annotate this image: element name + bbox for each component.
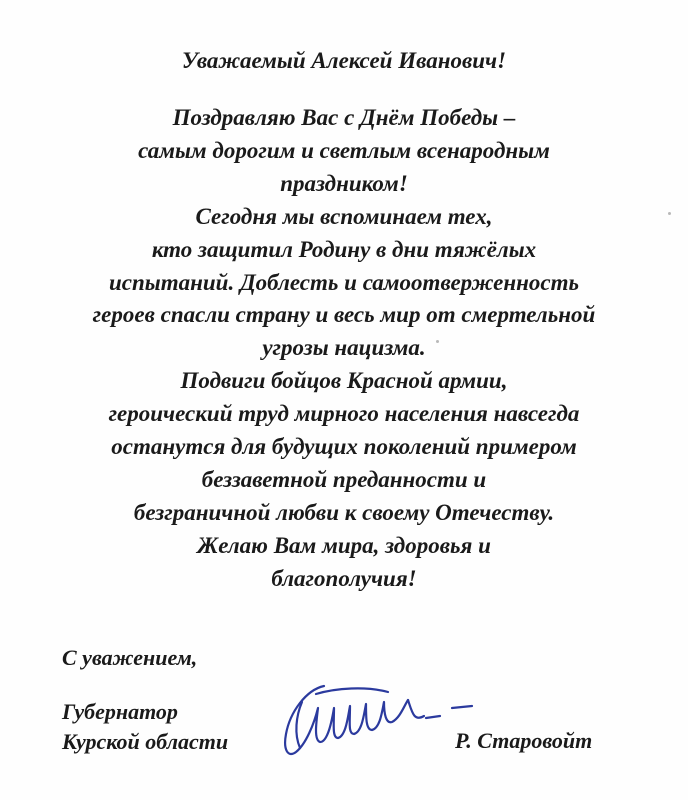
body-line: героический труд мирного населения навсегда — [108, 401, 580, 427]
body-line: безграничной любви к своему Отечеству. — [133, 499, 555, 525]
signature-stroke — [408, 700, 424, 718]
letter-greeting: Уважаемый Алексей Иванович! — [181, 48, 507, 73]
body-line: испытаний. Доблесть и самоотверженность — [108, 269, 580, 295]
position-line: Курской области — [62, 729, 229, 754]
body-line: угрозы нацизма. — [262, 335, 426, 361]
body-line: беззаветной преданности и — [201, 466, 487, 492]
body-line: Поздравляю Вас с Днём Победы – — [172, 105, 516, 130]
body-line: Подвиги бойцов Красной армии, — [180, 368, 508, 394]
signature-stroke — [452, 706, 472, 708]
body-line: Желаю Вам мира, здоровья и — [197, 532, 491, 558]
signer-name: Р. Старовойт — [455, 728, 593, 753]
body-line: праздником! — [280, 170, 408, 196]
body-line: благополучия! — [271, 565, 417, 591]
letter-body — [20, 102, 668, 596]
signature-stroke — [316, 688, 388, 694]
paper-speck — [668, 212, 671, 215]
body-line: останутся для будущих поколений примером — [111, 434, 577, 460]
handwritten-signature — [276, 672, 476, 772]
body-line: героев спасли страну и весь мир от смертельной — [92, 302, 596, 328]
body-line: самым дорогим и светлым всенародным — [138, 137, 550, 163]
signature-stroke — [285, 686, 408, 754]
body-line: кто защитил Родину в дни тяжёлых — [151, 236, 537, 262]
signature-stroke — [296, 702, 302, 748]
letter-closing: С уважением, — [62, 645, 198, 670]
body-line: Сегодня мы вспоминаем тех, — [195, 203, 493, 229]
paper-speck — [436, 340, 439, 343]
signer-position — [62, 697, 228, 757]
signature-stroke — [426, 716, 440, 718]
position-line: Губернатор — [62, 699, 178, 724]
